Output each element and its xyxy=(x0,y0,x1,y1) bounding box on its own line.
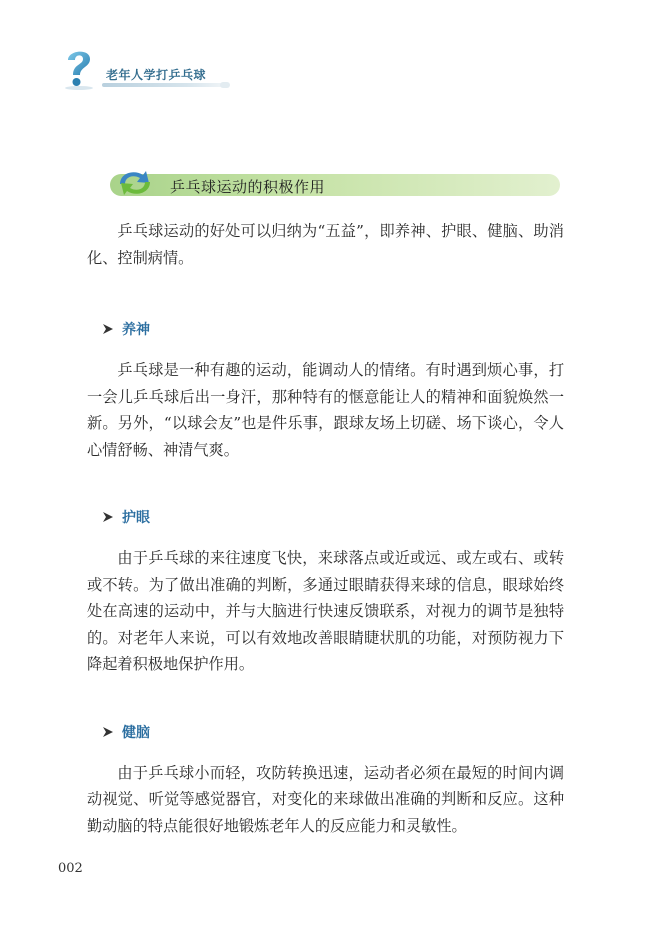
arrowhead-bullet-icon xyxy=(102,511,114,523)
header-underline xyxy=(102,83,222,87)
subsection-paragraph: 乒乓球是一种有趣的运动，能调动人的情绪。有时遇到烦心事，打一会儿乒乓球后出一身汗，那种特有的惬意能让人的精神和面貌焕然一新。另外，“以球会友”也是件乐事，跟球友场上切磋、场下谈心，令人心情舒畅、神清气爽。 xyxy=(87,361,564,459)
subsection-paragraph: 由于乒乓球小而轻，攻防转换迅速，运动者必须在最短的时间内调动视觉、听觉等感觉器官，对变化的来球做出准确的判断和反应。这种勤动脑的特点能很好地锻炼老年人的反应能力和灵敏性。 xyxy=(87,763,564,835)
subsection-heading-text: 养神 xyxy=(122,322,150,338)
running-header-title: 老年人学打乒乓球 xyxy=(106,68,207,82)
question-mark-icon xyxy=(62,46,96,90)
article-body xyxy=(87,218,564,839)
section-title: 乒乓球运动的积极作用 xyxy=(170,178,326,196)
subsection-heading-yangshen xyxy=(102,317,564,341)
section-banner xyxy=(110,164,560,202)
subsection-paragraph: 由于乒乓球的来往速度飞快，来球落点或近或远、或左或右、或转或不转。为了做出准确的判断，多通过眼睛获得来球的信息，眼球始终处在高速的运动中，并与大脑进行快速反馈联系，对视力的调节是独特的。对老年人来说，可以有效地改善眼睛睫状肌的功能，对预防视力下降起着积极地保护作用。 xyxy=(87,549,564,673)
intro-paragraph: 乒乓球运动的好处可以归纳为“五益”，即养神、护眼、健脑、助消化、控制病情。 xyxy=(87,222,564,267)
arrowhead-bullet-icon xyxy=(102,323,114,335)
subsection-heading-huyan xyxy=(102,505,564,529)
recycle-arrows-icon xyxy=(112,164,158,202)
subsection-heading-jiannao xyxy=(102,720,564,744)
arrowhead-bullet-icon xyxy=(102,726,114,738)
subsection-heading-text: 健脑 xyxy=(122,724,150,741)
running-header xyxy=(62,46,227,90)
subsection-heading-text: 护眼 xyxy=(122,510,150,526)
page-number: 002 xyxy=(58,861,83,876)
